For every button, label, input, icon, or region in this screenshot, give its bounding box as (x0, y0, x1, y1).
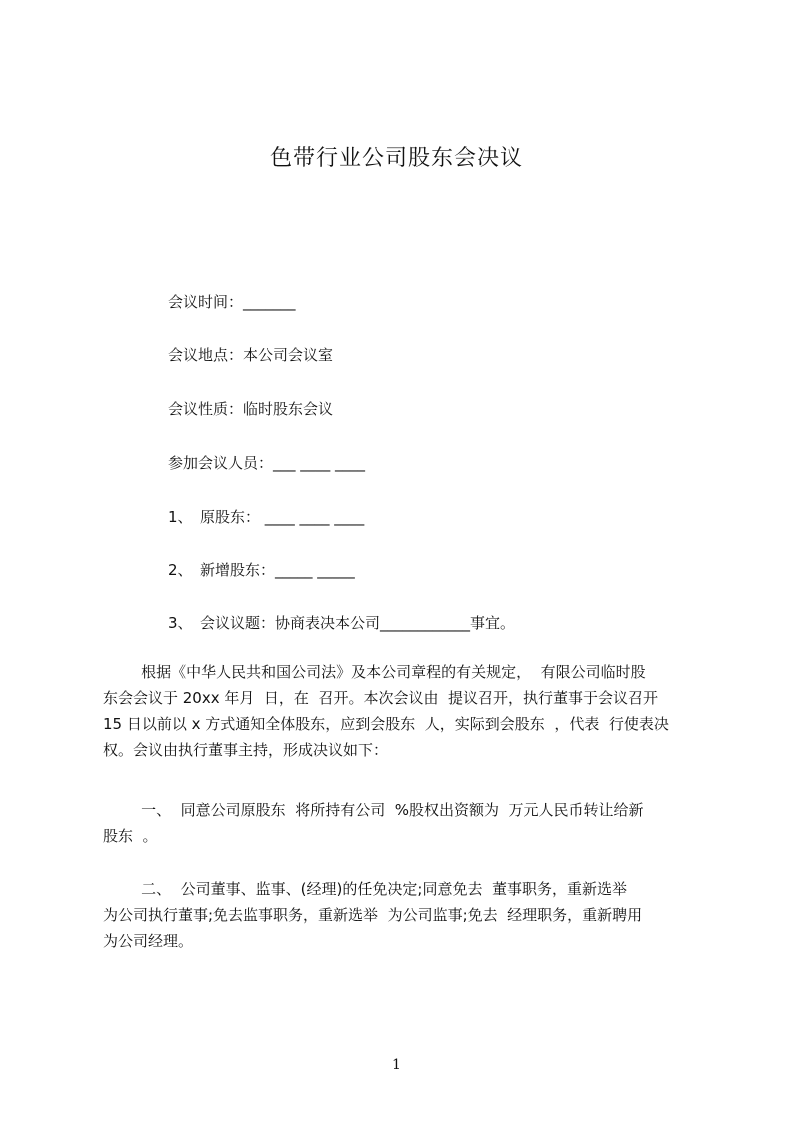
paragraph-line: 二、 公司董事、监事、(经理)的任免决定;同意免去 董事职务，重新选举 (103, 880, 627, 898)
paragraph-line: 15 日以前以 x 方式通知全体股东，应到会股东 人，实际到会股东 ，代表 行使表决 (103, 715, 669, 733)
list-item-number: 3、 (168, 614, 193, 632)
meeting-time: 会议时间：_______ (168, 293, 296, 311)
list-item (168, 559, 355, 580)
list-item-text: 原股东： ____ ____ ____ (200, 508, 365, 526)
document-title: 色带行业公司股东会决议 (269, 146, 523, 171)
list-item (168, 506, 364, 527)
meeting-nature: 会议性质：临时股东会议 (168, 400, 334, 418)
resolution-one (103, 797, 703, 849)
attendees-line: 参加会议人员：___ ____ ____ (168, 454, 366, 472)
list-item-text: 新增股东：_____ _____ (200, 561, 355, 579)
paragraph-line: 股东 。 (103, 827, 158, 845)
paragraph-line: 为公司经理。 (103, 932, 194, 950)
list-item-number: 2、 (168, 561, 193, 579)
page-number: 1 (392, 1057, 401, 1073)
list-item-text: 会议议题：协商表决本公司____________事宜。 (200, 614, 516, 632)
intro-paragraph (103, 659, 703, 763)
list-item-number: 1、 (168, 508, 193, 526)
paragraph-line: 为公司执行董事;免去监事职务，重新选举 为公司监事;免去 经理职务，重新聘用 (103, 906, 643, 924)
resolution-two (103, 876, 703, 954)
paragraph-line: 东会会议于 20xx 年月 日，在 召开。本次会议由 提议召开，执行董事于会议召开 (103, 689, 658, 707)
meeting-place: 会议地点：本公司会议室 (168, 346, 334, 364)
paragraph-line: 权。会议由执行董事主持，形成决议如下： (103, 741, 389, 759)
list-item (168, 612, 515, 633)
paragraph-line: 一、 同意公司原股东 将所持有公司 %股权出资额为 万元人民币转让给新 (103, 801, 644, 819)
paragraph-line: 根据《中华人民共和国公司法》及本公司章程的有关规定， 有限公司临时股 (103, 663, 646, 681)
